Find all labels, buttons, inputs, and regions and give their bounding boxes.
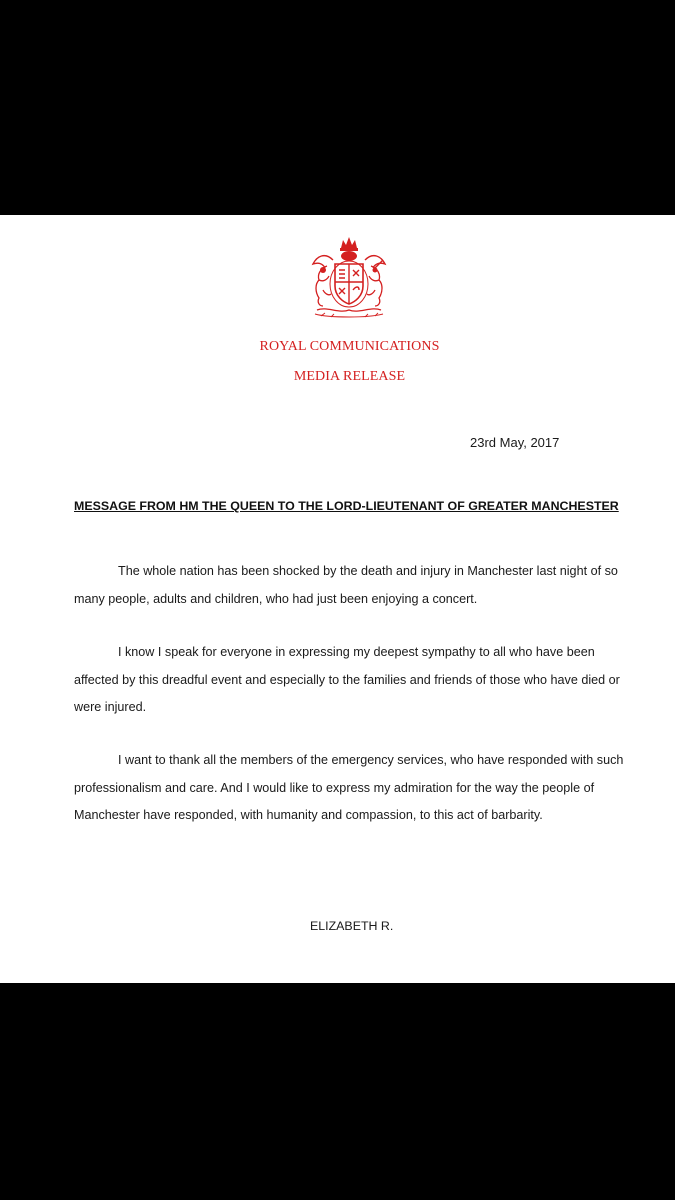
royal-coat-of-arms-icon <box>303 234 395 320</box>
signature: ELIZABETH R. <box>310 919 394 933</box>
message-paragraph-1: The whole nation has been shocked by the death and injury in Manchester last night of so many people, adults and children, who had just been enjoying a concert. <box>74 564 618 606</box>
release-date: 23rd May, 2017 <box>470 435 560 450</box>
letterhead-media-release: MEDIA RELEASE <box>293 369 406 384</box>
message-title: MESSAGE FROM HM THE QUEEN TO THE LORD-LIEUTENANT OF GREATER MANCHESTER <box>74 499 619 513</box>
letterhead-royal-communications: ROYAL COMMUNICATIONS <box>259 339 440 354</box>
message-paragraph-3: I want to thank all the members of the emergency services, who have responded with such professionalism and care. And I would like to express my admiration for the way the people of Manchester have responded, with humanity and compassion, to this act of barbarity. <box>74 753 624 822</box>
document-page <box>0 215 675 983</box>
message-paragraph-2: I know I speak for everyone in expressing my deepest sympathy to all who have been affected by this dreadful event and especially to the families and friends of those who have died or were injured. <box>74 645 620 714</box>
